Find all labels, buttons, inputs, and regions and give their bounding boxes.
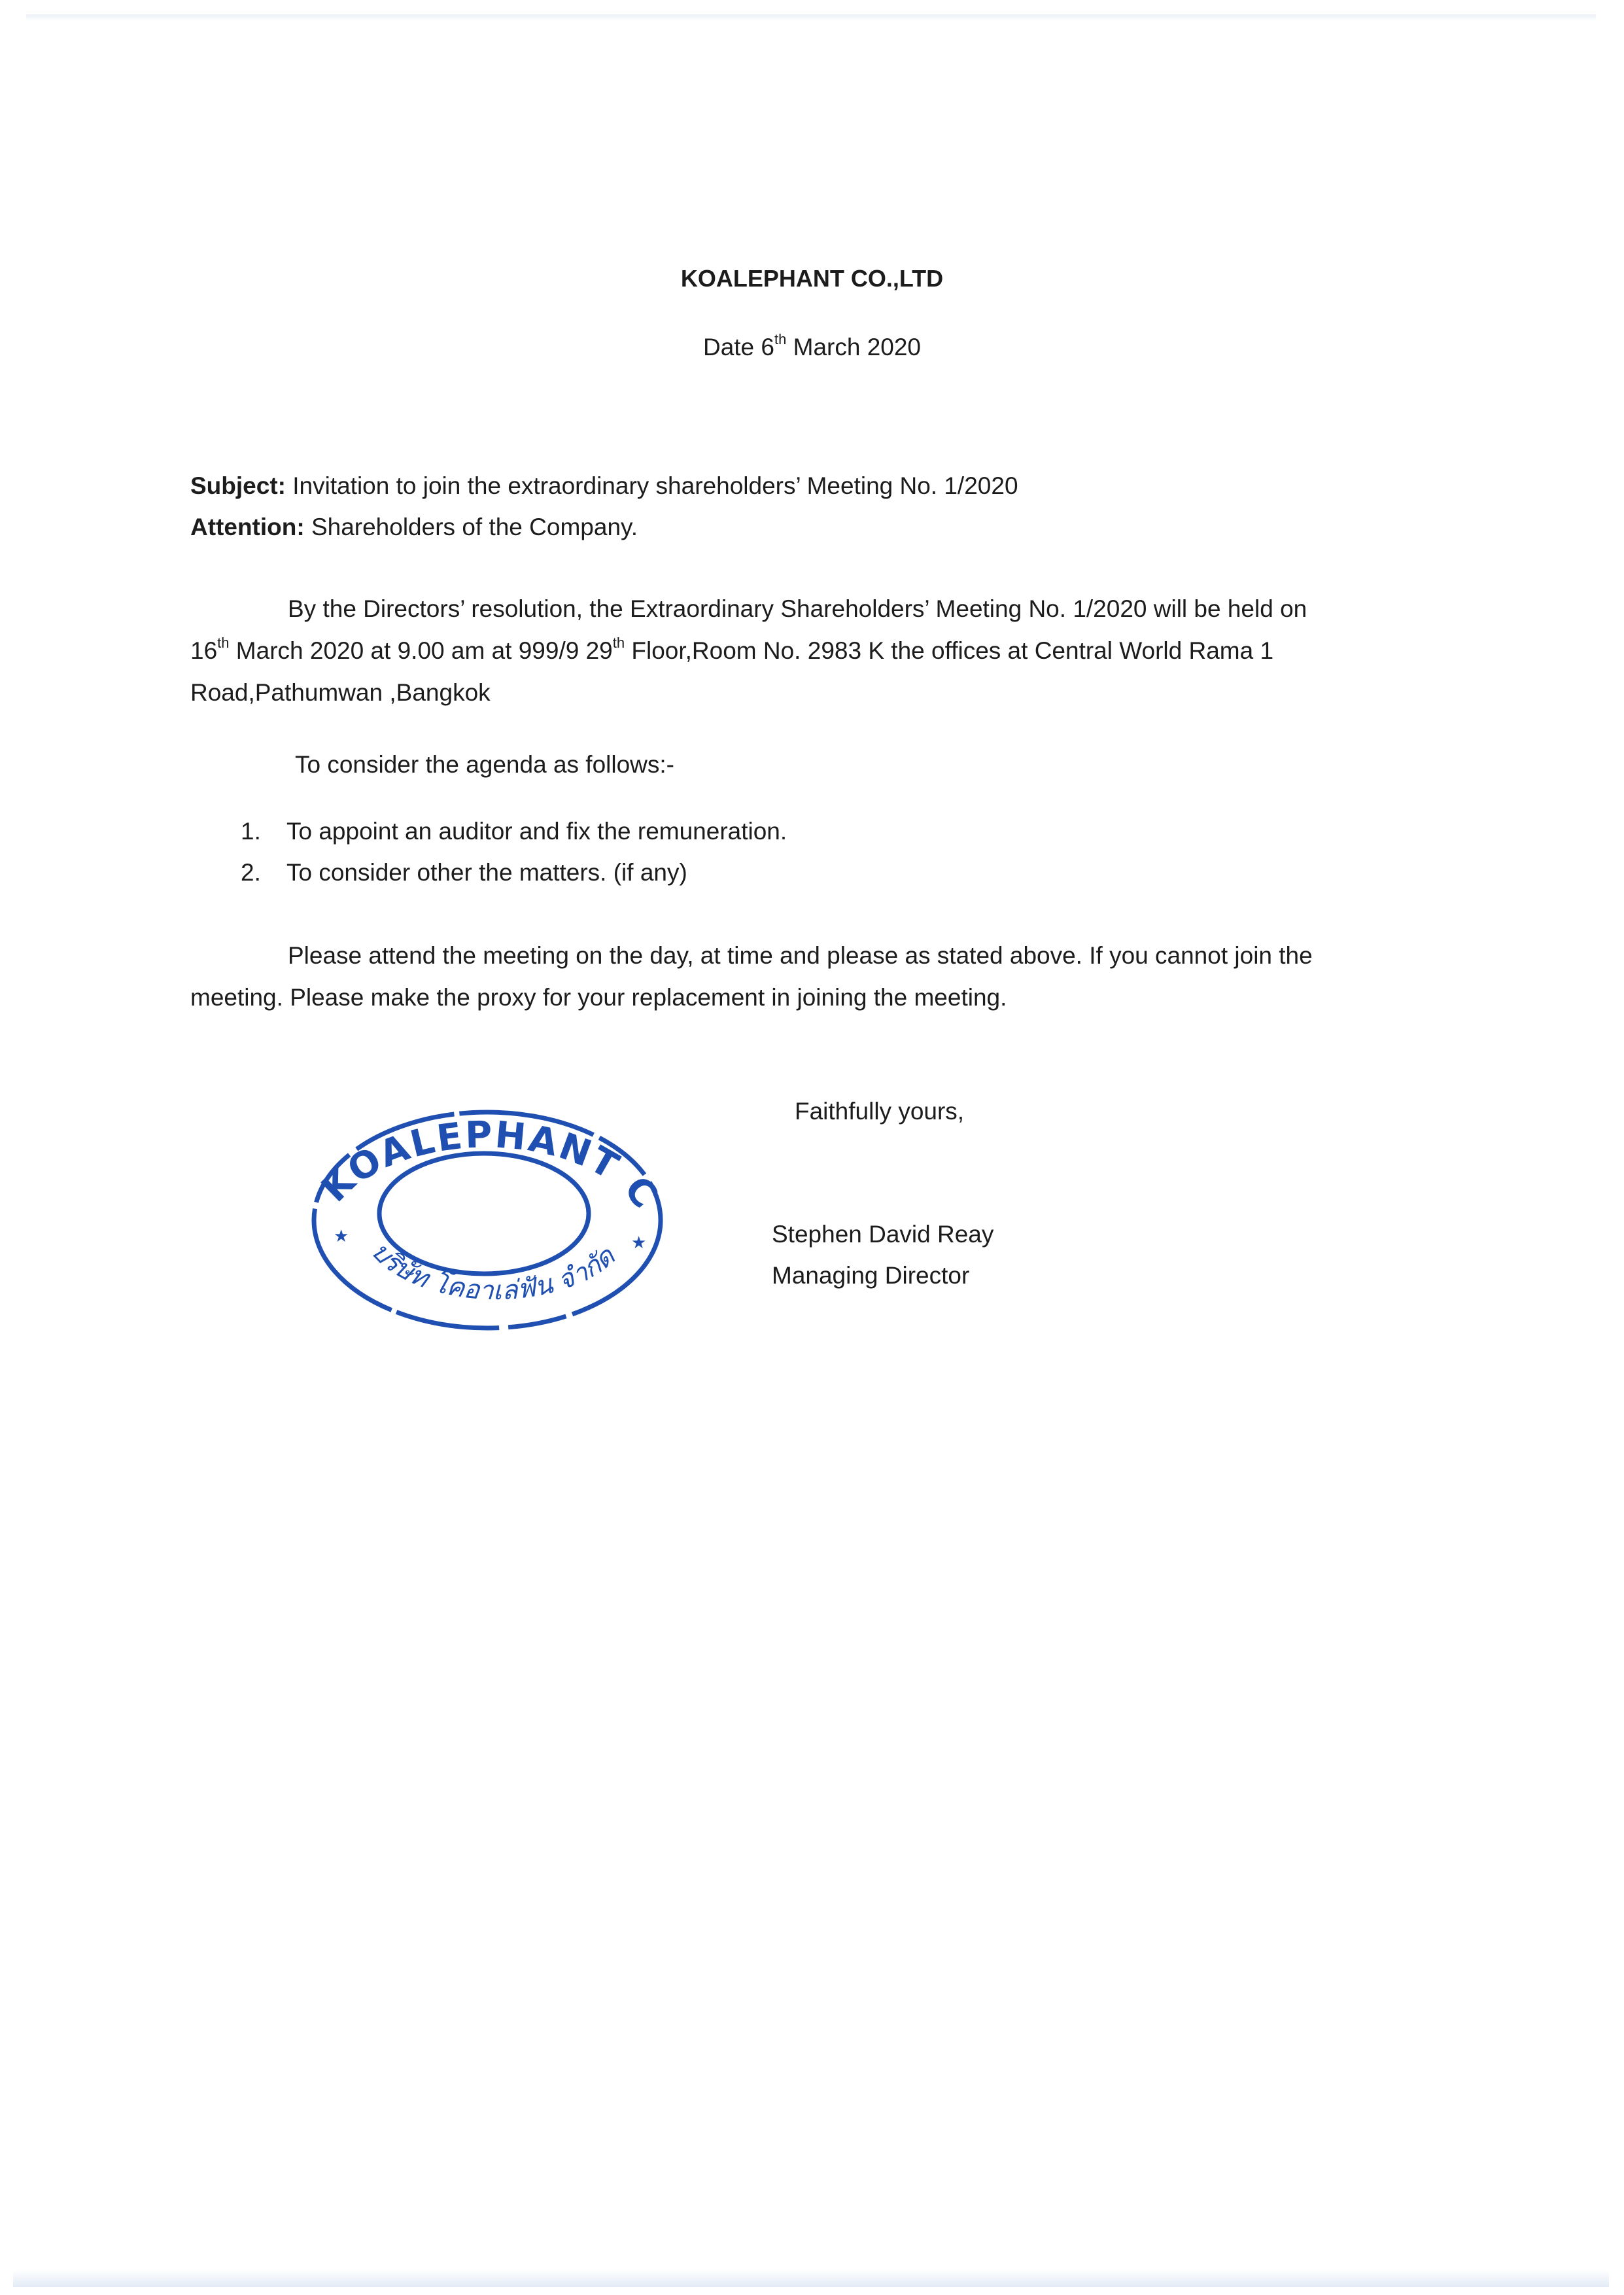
agenda-intro: To consider the agenda as follows:- (295, 751, 675, 778)
agenda-item-number: 1. (241, 818, 261, 845)
date-prefix: Date 6 (702, 334, 774, 360)
scan-edge-top (26, 14, 1596, 21)
scan-edge-bottom (13, 2270, 1609, 2287)
agenda-item-text: To appoint an auditor and fix the remuneration. (286, 818, 787, 845)
svg-text:★: ★ (631, 1233, 647, 1253)
subject-text: Invitation to join the extraordinary shareholders’ Meeting No. 1/2020 (285, 472, 1018, 499)
paragraph1-line3: Road,Pathumwan ,Bangkok (190, 679, 491, 706)
meeting-day-ordinal: th (217, 634, 230, 651)
meeting-room-address: Floor,Room No. 2983 K the offices at Central World Rama 1 (625, 637, 1274, 664)
attention-text: Shareholders of the Company. (304, 514, 638, 540)
signer-title: Managing Director (772, 1262, 970, 1289)
paragraph2-line1: Please attend the meeting on the day, at time and please as stated above. If you cannot join the (288, 942, 1313, 969)
closing-line: Faithfully yours, (795, 1098, 965, 1125)
svg-text:KOALEPHANT CO.,LTD. (288, 1079, 666, 1218)
agenda-item-number: 2. (241, 859, 261, 886)
attention-label: Attention: (190, 514, 305, 540)
svg-text:★: ★ (334, 1227, 349, 1246)
attention-line (190, 514, 638, 541)
agenda-item-text: To consider other the matters. (if any) (286, 859, 687, 886)
agenda-item (241, 818, 787, 845)
paragraph1-line2 (190, 634, 1274, 665)
floor-ordinal: th (612, 634, 625, 651)
svg-text:บริษัท โคอาเล่ฟัน จำกัด (366, 1236, 622, 1306)
paragraph1-line1: By the Directors’ resolution, the Extraordinary Shareholders’ Meeting No. 1/2020 will be held on (288, 595, 1307, 622)
stamp-bottom-text: บริษัท โคอาเล่ฟัน จำกัด (365, 1236, 621, 1306)
subject-label: Subject: (190, 472, 286, 499)
date-ordinal: th (774, 330, 787, 347)
meeting-day: 16 (190, 637, 218, 664)
agenda-item (241, 859, 687, 886)
letter-date (0, 330, 1624, 361)
meeting-time-address: March 2020 at 9.00 am at 999/9 29 (229, 637, 613, 664)
company-name: KOALEPHANT CO.,LTD (680, 265, 944, 292)
subject-line (190, 472, 1018, 500)
stamp-top-text: KOALEPHANT C (313, 1113, 667, 1218)
paragraph2-line2: meeting. Please make the proxy for your replacement in joining the meeting. (190, 984, 1007, 1011)
date-suffix: March 2020 (786, 334, 922, 360)
company-seal-stamp (288, 1079, 680, 1341)
signer-name: Stephen David Reay (772, 1221, 994, 1248)
